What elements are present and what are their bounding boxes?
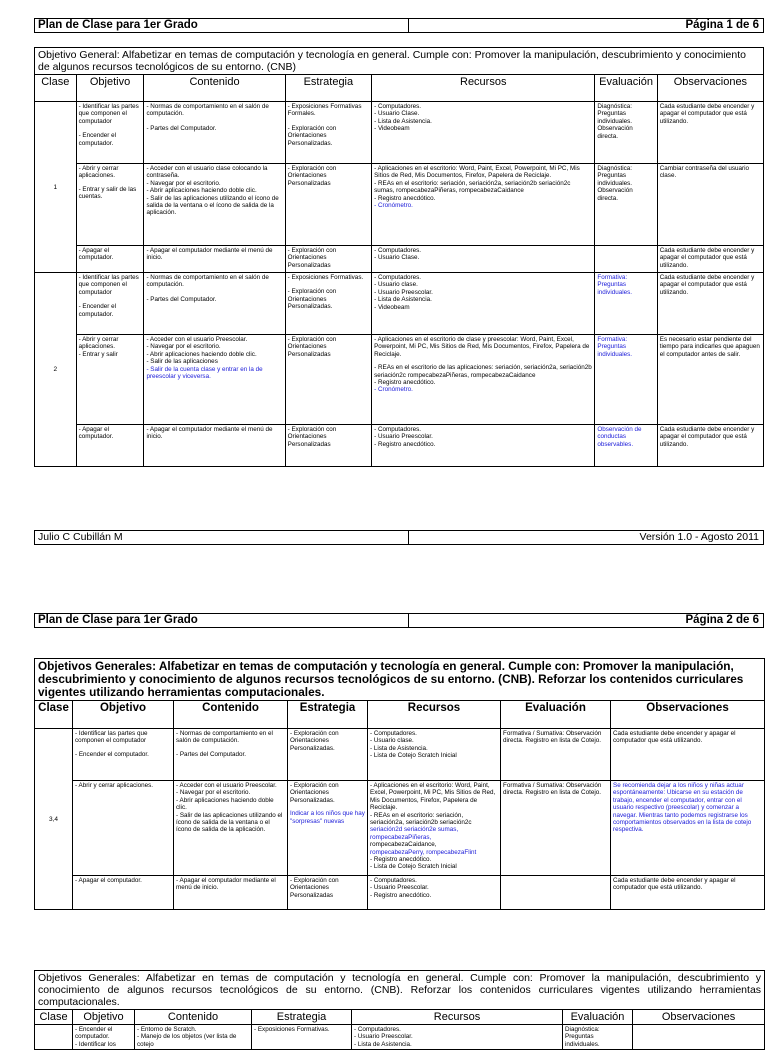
page1-col-evaluacion: Evaluación: [595, 75, 657, 102]
content-cell: [174, 729, 288, 781]
strategy-text: - Exploración con Orientaciones Personalizadas.: [287, 124, 337, 147]
content-text: - Partes del Computador.: [146, 295, 217, 303]
objective-cell: - Abrir y cerrar aplicaciones. - Entrar y salir: [76, 335, 144, 425]
resources-cell: - Computadores. - Usuario Preescolar. - Registro anecdótico.: [368, 876, 501, 910]
content-text: - Normas de comportamiento en el salón de computación.: [176, 730, 273, 745]
page2-header-title: Plan de Clase para 1er Grado: [35, 614, 409, 627]
page1-header-page: Página 1 de 6: [685, 19, 759, 31]
strategy-cell: - Exploración con Orientaciones Personalizadas.: [288, 729, 368, 781]
strategy-highlight: Indicar a los niños que hay "sorpresas" nuevas: [290, 810, 365, 825]
content-cell: - Apagar el computador mediante el menú de inicio.: [144, 246, 285, 273]
resources-text: - Aplicaciones en el escritorio: Word, Paint, Excel, Powerpoint, Mi PC, Mis Sitios de Red, Mis Documentos, Firefox, Papelera de Reciclaje. - REAs en el escritorio: seriación, seriación2a, seriación2b seriación2c: [370, 782, 496, 827]
resources-highlight: seriación2d seriación2e sumas, rompecabezaPiñeras,: [370, 826, 459, 841]
observations-cell: Cada estudiante debe encender y apagar el computador que está utilizando.: [657, 102, 763, 164]
page2-header-page: Página 2 de 6: [685, 614, 759, 626]
evaluation-cell: Formativa / Sumativa: Observación directa. Registro en lista de Cotejo.: [501, 781, 611, 876]
page2-col-recursos: Recursos: [368, 701, 501, 729]
page2-general-objective: Objetivos Generales: Alfabetizar en temas de computación y tecnología en general. Cumple con: Promover la manipulación, descubrimiento y conocimiento de algunos recursos tecnológicos de su entorno. (CNB). Reforzar los contenidos curriculares vigentes utilizando herramientas computacionales.: [35, 659, 765, 701]
objective-cell: - Abrir y cerrar aplicaciones.: [73, 781, 174, 876]
page1-col-contenido: Contenido: [144, 75, 285, 102]
strategy-cell: [285, 102, 371, 164]
page3-col-objetivo: Objetivo: [73, 1010, 135, 1025]
observations-cell: Es necesario estar pendiente del tiempo para indicarles que apaguen el computador antes de salir.: [657, 335, 763, 425]
strategy-text: - Exploración con Orientaciones Personalizadas.: [290, 782, 339, 804]
evaluation-cell: Diagnóstica: Preguntas individuales.: [563, 1025, 633, 1050]
page1-col-objetivo: Objetivo: [76, 75, 144, 102]
page2-plan-table: [34, 658, 765, 910]
page2-col-observaciones: Observaciones: [611, 701, 765, 729]
strategy-cell: [288, 781, 368, 876]
table-row: [35, 164, 764, 246]
page1-header-title: Plan de Clase para 1er Grado: [35, 19, 409, 32]
content-text: - Partes del Computador.: [146, 124, 217, 132]
objective-text: - Abrir y cerrar aplicaciones.: [78, 165, 119, 180]
table-row: [35, 102, 764, 164]
table-row: [35, 335, 764, 425]
class-number: 2: [35, 273, 77, 467]
page1-general-objective: Objetivo General: Alfabetizar en temas de computación y tecnología en general. Cumple con: Promover la manipulación, descubrimiento y conocimiento de algunos recursos tecnológicos de su entorno. (CNB): [35, 48, 764, 75]
content-cell: - Acceder con el usuario clase colocando la contraseña. - Navegar por el escritorio. - Abrir aplicaciones haciendo doble clic. - Salir de las aplicaciones utilizando el ícono de salida de la ventana o el ícono de salida de la aplicación.: [144, 164, 285, 246]
content-cell: [144, 102, 285, 164]
resources-cell: [372, 335, 595, 425]
footer-author: Julio C Cubillán M: [35, 531, 409, 544]
strategy-text: - Exposiciones Formativas.: [287, 274, 364, 281]
resources-cell: - Computadores. - Usuario Preescolar. - Registro anecdótico.: [372, 425, 595, 467]
objective-cell: - Apagar el computador.: [76, 246, 144, 273]
resources-text: - Registro anecdótico. - Lista de Cotejo Scratch Inicial: [370, 856, 457, 871]
content-cell: [144, 335, 285, 425]
evaluation-cell: Diagnóstica: Preguntas individuales. Observación directa.: [595, 164, 657, 246]
strategy-cell: - Exposiciones Formativas.: [252, 1025, 352, 1050]
resources-text: - REAs en el escritorio de las aplicaciones: seriación, seriación2a, seriación2b seriación2c rompecabezaPiñeras, rompecabezaCaidance - Registro anecdótico.: [374, 364, 592, 387]
strategy-cell: - Exploración con Orientaciones Personalizadas: [285, 246, 371, 273]
content-text: - Normas de comportamiento en el salón de computación.: [146, 274, 269, 289]
evaluation-cell: Formativa / Sumativa: Observación directa. Registro en lista de Cotejo.: [501, 729, 611, 781]
strategy-text: - Exploración con Orientaciones Personalizadas.: [287, 288, 337, 311]
evaluation-cell: [501, 876, 611, 910]
page3-col-estrategia: Estrategia: [252, 1010, 352, 1025]
page2-col-evaluacion: Evaluación: [501, 701, 611, 729]
page3-plan-table: [34, 970, 765, 1050]
table-row: [35, 273, 764, 335]
strategy-cell: - Exploración con Orientaciones Personalizadas: [285, 164, 371, 246]
resources-cell: - Computadores. - Usuario clase. - Lista de Asistencia. - Lista de Cotejo Scratch Inicial: [368, 729, 501, 781]
evaluation-cell: Formativa: Preguntas individuales.: [595, 273, 657, 335]
resources-highlight: rompecabezaPerry, rompecabezaFlint: [370, 848, 477, 856]
observations-cell: Cambiar contraseña del usuario clase.: [657, 164, 763, 246]
content-text: - Normas de comportamiento en el salón de computación.: [146, 103, 269, 118]
objective-cell: - Apagar el computador.: [76, 425, 144, 467]
page2-header: [34, 613, 764, 628]
content-cell: - Entorno de Scratch. - Manejo de los objetos (ver lista de cotejo: [135, 1025, 252, 1050]
objective-cell: [76, 164, 144, 246]
strategy-cell: - Exploración con Orientaciones Personalizadas: [285, 335, 371, 425]
objective-cell: - Apagar el computador.: [73, 876, 174, 910]
table-row: [35, 246, 764, 273]
content-cell: - Acceder con el usuario Preescolar. - Navegar por el escritorio. - Abrir aplicaciones haciendo doble clic. - Salir de las aplicaciones utilizando el ícono de salida de la ventana o el ícono de salida de la aplicación.: [174, 781, 288, 876]
page2-col-estrategia: Estrategia: [288, 701, 368, 729]
objective-cell: [73, 729, 174, 781]
resources-cell: - Computadores. - Usuario Clase. - Lista de Asistencia. - Videobeam: [372, 102, 595, 164]
evaluation-cell: Observación de conductas observables.: [595, 425, 657, 467]
table-row: [35, 729, 765, 781]
observations-cell: Se recomienda dejar a los niños y niñas actuar espontáneamente: Ubicarse en su estación de trabajo, encender el computador, entrar con el usuario respectivo (preescolar) y comenzar a navegar. Mientras tanto podemos registrarse los comportamientos observados en la lista de cotejo respectiva.: [611, 781, 765, 876]
table-row: [35, 425, 764, 467]
page3-col-observaciones: Observaciones: [633, 1010, 765, 1025]
strategy-text: - Exposiciones Formativas Formales.: [287, 103, 362, 118]
objective-text: - Identificar las partes que componen el computador: [78, 103, 139, 125]
objective-cell: [76, 102, 144, 164]
table-row: [35, 1025, 765, 1050]
page1-col-clase: Clase: [35, 75, 77, 102]
page1-col-recursos: Recursos: [372, 75, 595, 102]
objective-cell: [76, 273, 144, 335]
objective-text: - Identificar las partes que componen el computador: [78, 274, 139, 296]
resources-cell: - Computadores. - Usuario Clase.: [372, 246, 595, 273]
class-number: 1: [35, 102, 77, 273]
page2-col-clase: Clase: [35, 701, 73, 729]
strategy-cell: - Exploración con Orientaciones Personalizadas: [285, 425, 371, 467]
page1-plan-table: [34, 47, 764, 467]
page3-general-objective: Objetivos Generales: Alfabetizar en temas de computación y tecnología en general. Cumple con: Promover la manipulación, descubrimiento y conocimiento de algunos recursos tecnológicos de su entorno. (CNB). Reforzar los contenidos curriculares vigentes utilizando herramientas computacionales.: [35, 971, 765, 1010]
page2-col-contenido: Contenido: [174, 701, 288, 729]
page3-col-clase: Clase: [35, 1010, 73, 1025]
objective-text: - Encender el computador.: [75, 750, 149, 758]
evaluation-cell: Formativa: Preguntas individuales.: [595, 335, 657, 425]
resources-text: - Aplicaciones en el escritorio: Word, Paint, Excel, Powerpoint, Mi PC, Mis Sitios de Red, Mis Documentos, Firefox, Papelera de Reciclaje. - REAs en el escritorio: seriación, seriación2a, seriación2b seriación2c sumas, rompecabezaPiñeras, rompecabezaCaidance - Registro anecdótico.: [374, 165, 580, 202]
objective-text: - Encender el computador.: [78, 132, 117, 147]
content-text: - Partes del Computador.: [176, 750, 247, 758]
resources-cell: [368, 781, 501, 876]
content-cell: [144, 273, 285, 335]
content-highlight: - Salir de la cuenta clase y entrar en la de preescolar y viceversa.: [146, 365, 263, 381]
content-cell: - Apagar el computador mediante el menú de inicio.: [174, 876, 288, 910]
resources-text: - Aplicaciones en el escritorio de clase y preescolar: Word, Paint, Excel, Powerpoint, Mi PC, Mis Sitios de Red, Mis Documentos, Firefox, Papelera de Reciclaje.: [374, 336, 590, 358]
objective-text: - Encender el computador.: [78, 303, 117, 318]
page1-footer: [34, 530, 764, 545]
resources-text: rompecabezaCaidance,: [370, 841, 437, 849]
strategy-cell: - Exploración con Orientaciones Personalizadas: [288, 876, 368, 910]
page3-col-evaluacion: Evaluación: [563, 1010, 633, 1025]
resources-highlight: - Cronómetro.: [374, 386, 413, 394]
observations-cell: [633, 1025, 765, 1050]
objective-text: - Entrar y salir de las cuentas.: [78, 185, 137, 201]
evaluation-cell: [595, 246, 657, 273]
observations-cell: Cada estudiante debe encender y apagar el computador que está utilizando.: [657, 425, 763, 467]
table-row: [35, 876, 765, 910]
page3-col-recursos: Recursos: [352, 1010, 563, 1025]
objective-cell: - Encender el computador. - Identificar los: [73, 1025, 135, 1050]
objective-text: - Identificar las partes que componen el computador: [75, 730, 148, 745]
resources-highlight: - Cronómetro.: [374, 202, 413, 210]
class-number: [35, 1025, 73, 1050]
table-row: [35, 781, 765, 876]
resources-cell: - Computadores. - Usuario Preescolar. - Lista de Asistencia.: [352, 1025, 563, 1050]
page1-header: [34, 18, 764, 33]
page1-col-estrategia: Estrategia: [285, 75, 371, 102]
resources-cell: - Computadores. - Usuario clase. - Usuario Preescolar. - Lista de Asistencia. - Videobeam: [372, 273, 595, 335]
footer-version: Versión 1.0 - Agosto 2011: [639, 531, 759, 543]
class-number: 3,4: [35, 729, 73, 910]
page3-col-contenido: Contenido: [135, 1010, 252, 1025]
strategy-cell: [285, 273, 371, 335]
content-cell: - Apagar el computador mediante el menú de inicio.: [144, 425, 285, 467]
page1-col-observaciones: Observaciones: [657, 75, 763, 102]
observations-cell: Cada estudiante debe encender y apagar el computador que está utilizando.: [611, 729, 765, 781]
page2-col-objetivo: Objetivo: [73, 701, 174, 729]
content-text: - Acceder con el usuario Preescolar. - Navegar por el escritorio. - Abrir aplicaciones haciendo doble clic. - Salir de las aplicaciones: [146, 336, 257, 366]
observations-cell: Cada estudiante debe encender y apagar el computador que está utilizando.: [657, 273, 763, 335]
resources-cell: [372, 164, 595, 246]
evaluation-cell: Diagnóstica: Preguntas individuales. Observación directa.: [595, 102, 657, 164]
observations-cell: Cada estudiante debe encender y apagar el computador que está utilizando.: [611, 876, 765, 910]
observations-cell: Cada estudiante debe encender y apagar el computador que está utilizando.: [657, 246, 763, 273]
